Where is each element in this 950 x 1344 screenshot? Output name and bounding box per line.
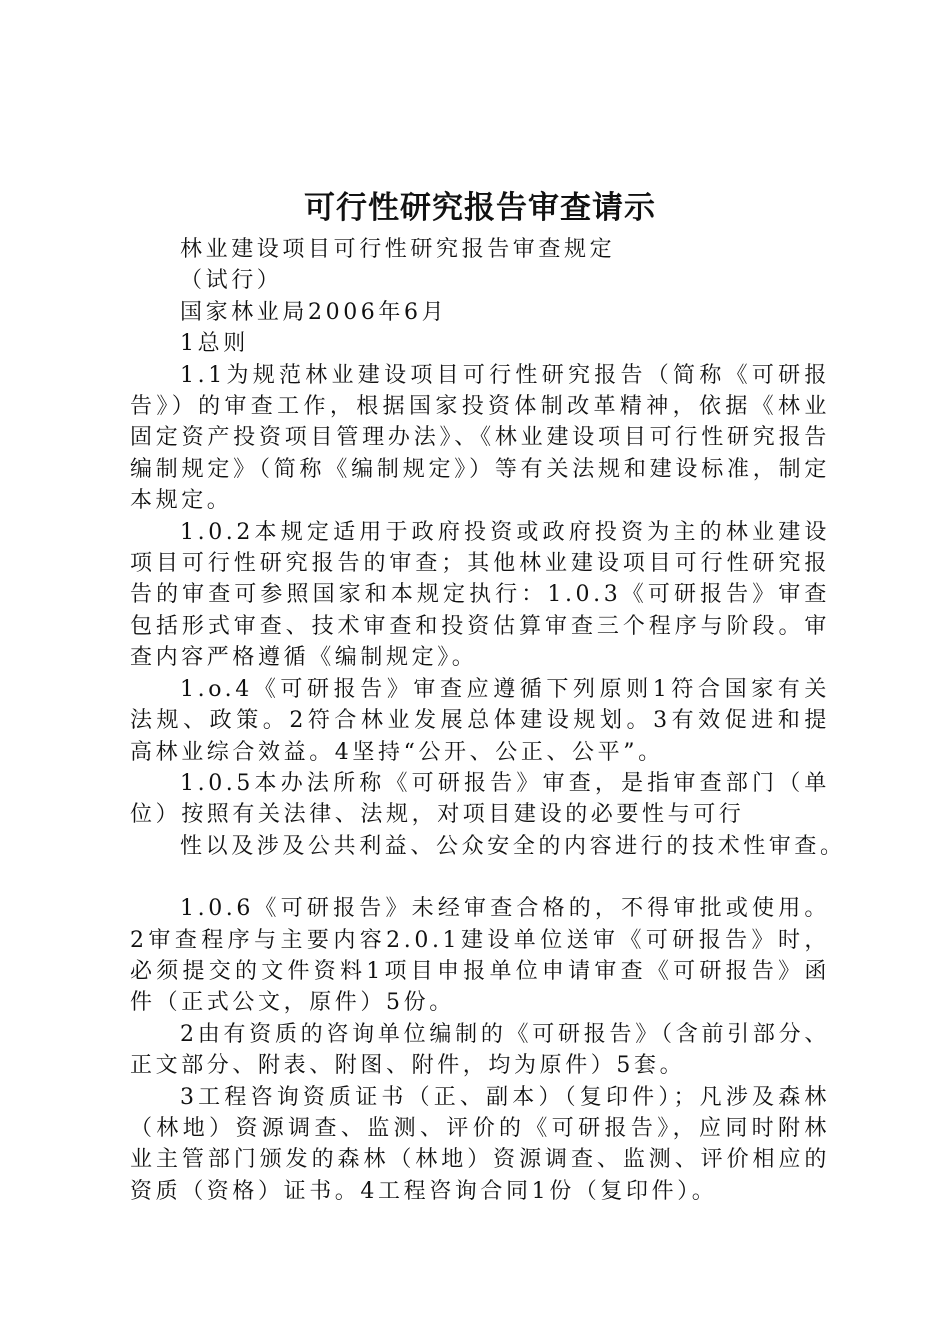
paragraph-1-0-4: 1.o.4《可研报告》审查应遵循下列原则1符合国家有关法规、政策。2符合林业发展总体建设规划。3有效促进和提高林业综合效益。4坚持“公开、公正、公平”。 — [130, 676, 830, 765]
paragraph-1-0-2: 1.0.2本规定适用于政府投资或政府投资为主的林业建设项目可行性研究报告的审查；其他林业建设项目可行性研究报告的审查可参照国家和本规定执行：1.0.3《可研报告》审查包括形式审查、技术审查和投资估算审查三个程序与阶段。审查内容严格遵循《编制规定》。 — [130, 519, 830, 671]
paragraph-item-3: 3工程咨询资质证书（正、副本）（复印件）；凡涉及森林（林地）资源调查、监测、评价的《可研报告》，应同时附林业主管部门颁发的森林（林地）资源调查、监测、评价相应的资质（资格）证书。4工程咨询合同1份（复印件）。 — [130, 1084, 830, 1204]
paragraph-subtitle: 林业建设项目可行性研究报告审查规定 — [180, 237, 616, 262]
paragraph-trial-note: （试行） — [180, 268, 283, 294]
paragraph-issuer-date: 国家林业局2006年6月 — [180, 299, 448, 325]
document-title: 可行性研究报告审查请示 — [304, 190, 656, 226]
paragraph-1-0-6: 1.0.6《可研报告》未经审查合格的，不得审批或使用。2审查程序与主要内容2.0.1建设单位送审《可研报告》时，必须提交的文件资料1项目申报单位申请审查《可研报告》函件（正式公文，原件）5份。 — [130, 896, 830, 1016]
paragraph-1-1: 1.1为规范林业建设项目可行性研究报告（简称《可研报告》）的审查工作，根据国家投资体制改革精神，依据《林业固定资产投资项目管理办法》、《林业建设项目可行性研究报告编制规定》（简称《编制规定》）等有关法规和建设标准，制定本规定。 — [130, 362, 830, 514]
paragraph-item-2: 2由有资质的咨询单位编制的《可研报告》（含前引部分、正文部分、附表、附图、附件，均为原件）5套。 — [130, 1021, 830, 1079]
document-body — [130, 234, 846, 1207]
paragraph-1-0-5: 1.0.5本办法所称《可研报告》审查，是指审查部门（单位）按照有关法律、法规，对项目建设的必要性与可行 — [130, 770, 830, 828]
paragraph-1-0-5-continued: 性以及涉及公共利益、公众安全的内容进行的技术性审查。 — [180, 833, 846, 859]
section-heading-general: 1总则 — [180, 331, 249, 357]
